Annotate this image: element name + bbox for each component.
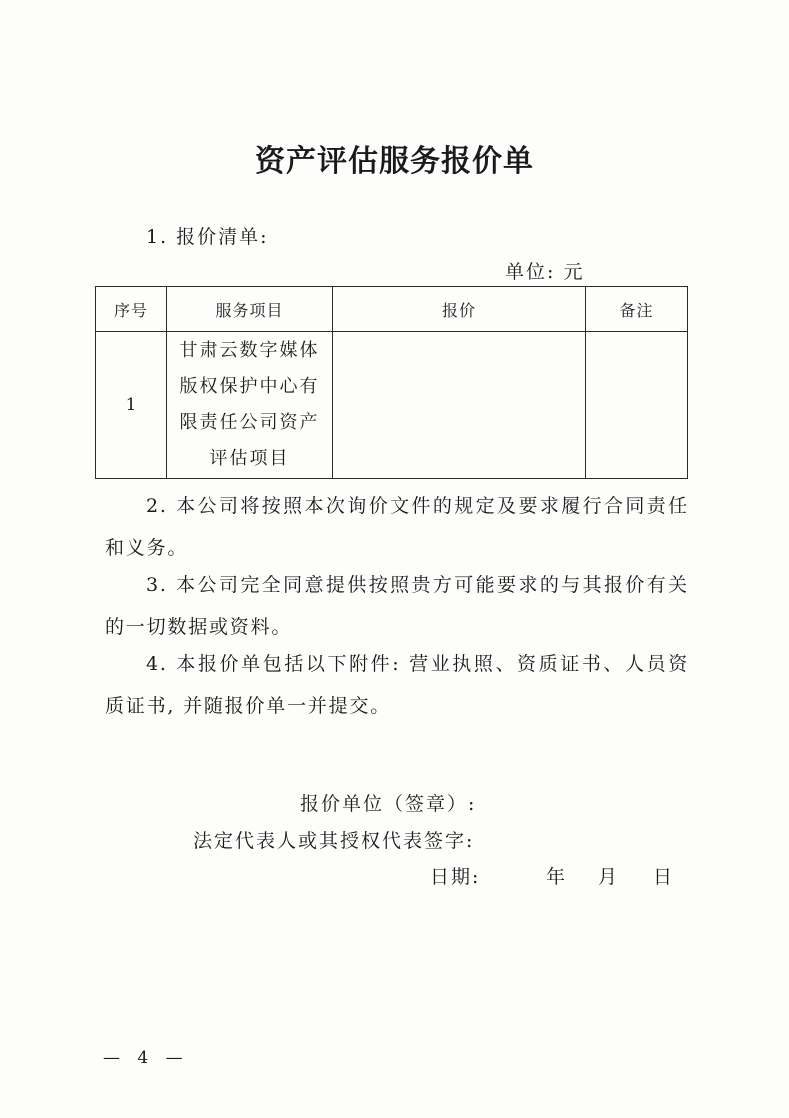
service-item-text: 甘肃云数字媒体版权保护中心有限责任公司资产评估项目 — [179, 340, 320, 469]
header-remarks: 备注 — [586, 287, 688, 332]
date-year-label: 年 — [546, 866, 568, 888]
cell-remarks[interactable] — [586, 332, 688, 479]
quote-list-label: 1. 报价清单: — [146, 226, 269, 248]
table-header-row — [96, 287, 688, 332]
document-title: 资产评估服务报价单 — [255, 144, 534, 179]
clause-2: 2. 本公司将按照本次询价文件的规定及要求履行合同责任和义务。 — [105, 495, 689, 559]
cell-serial-no: 1 — [96, 332, 167, 479]
cell-price[interactable] — [333, 332, 586, 479]
quote-table — [95, 286, 688, 479]
date-day-label: 日 — [653, 866, 675, 888]
clause-3: 3. 本公司完全同意提供按照贵方可能要求的与其报价有关的一切数据或资料。 — [105, 574, 689, 638]
header-serial-no: 序号 — [96, 287, 167, 332]
header-service-item: 服务项目 — [167, 287, 333, 332]
date-month-label: 月 — [598, 866, 620, 888]
cell-service-item — [167, 332, 333, 479]
clause-4: 4. 本报价单包括以下附件: 营业执照、资质证书、人员资质证书, 并随报价单一并提交。 — [105, 653, 689, 717]
date-label: 日期: — [430, 866, 481, 888]
table-row — [96, 332, 688, 479]
header-price: 报价 — [333, 287, 586, 332]
representative-signature-label: 法定代表人或其授权代表签字: — [193, 830, 475, 852]
currency-unit: 单位: 元 — [505, 261, 585, 283]
quoting-unit-seal-label: 报价单位（签章）: — [300, 793, 477, 815]
page-number: — 4 — — [103, 1048, 189, 1068]
